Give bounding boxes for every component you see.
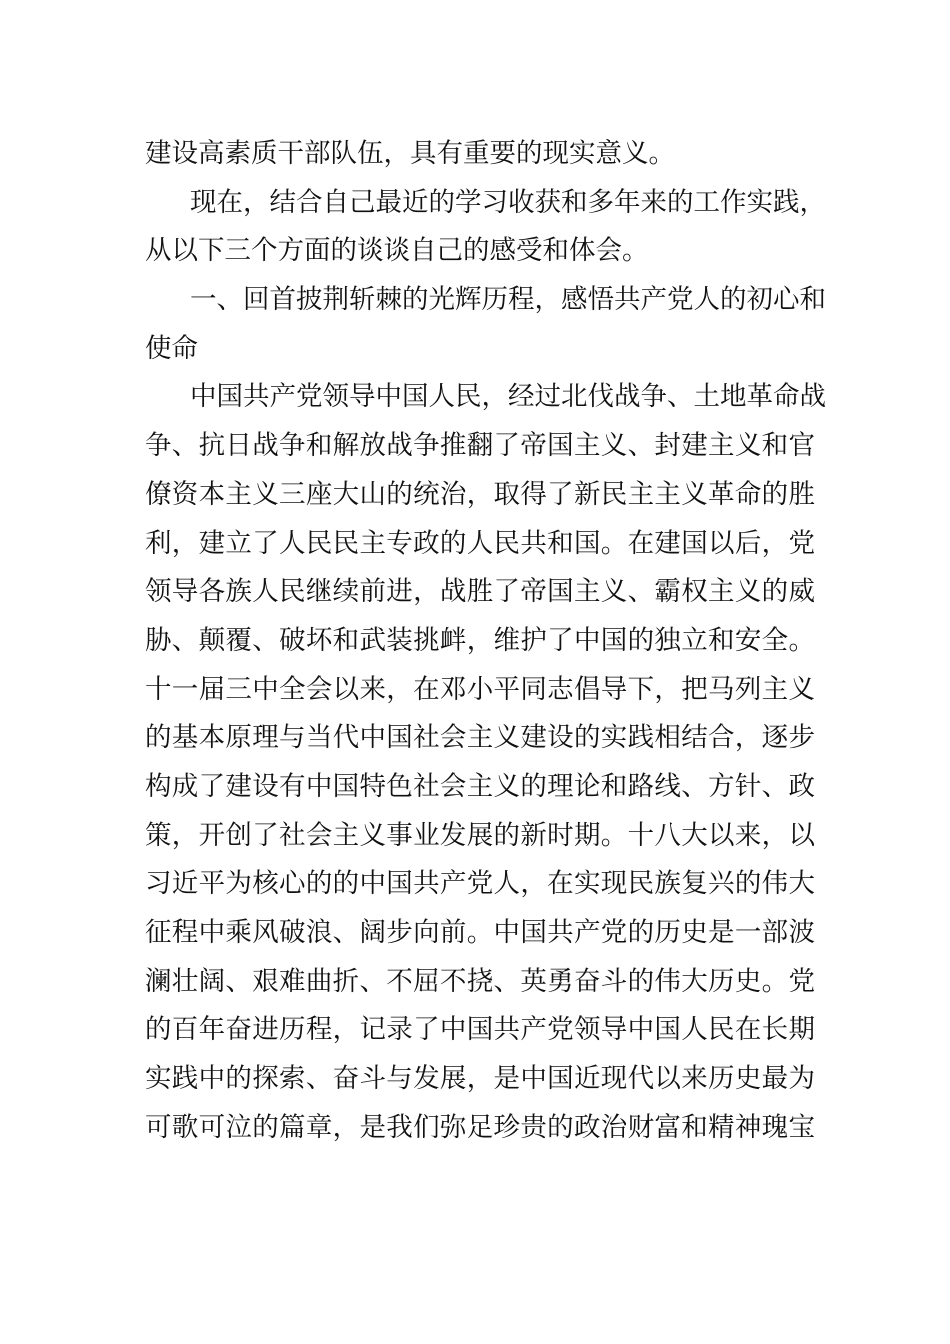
text-line: 建设高素质干部队伍，具有重要的现实意义。 bbox=[145, 138, 675, 169]
text-line: 的百年奋进历程，记录了中国共产党领导中国人民在长期 bbox=[145, 1014, 815, 1046]
text-line: 十一届三中全会以来，在邓小平同志倡导下，把马列主义 bbox=[145, 673, 815, 705]
document-body bbox=[145, 130, 826, 1152]
text-line: 实践中的探索、奋斗与发展，是中国近现代以来历史最为 bbox=[145, 1063, 815, 1095]
text-line: 的基本原理与当代中国社会主义建设的实践相结合，逐步 bbox=[145, 722, 815, 754]
text-line: 可歌可泣的篇章，是我们弥足珍贵的政治财富和精神瑰宝 bbox=[145, 1111, 815, 1143]
text-line: 澜壮阔、艰难曲折、不屈不挠、英勇奋斗的伟大历史。党 bbox=[145, 965, 815, 997]
text-line: 习近平为核心的的中国共产党人，在实现民族复兴的伟大 bbox=[145, 868, 815, 900]
section-heading-line: 一、回首披荆斩棘的光辉历程，感悟共产党人的初心和 bbox=[190, 284, 826, 316]
paragraph-start-line: 现在，结合自己最近的学习收获和多年来的工作实践， bbox=[190, 186, 826, 218]
text-line: 征程中乘风破浪、阔步向前。中国共产党的历史是一部波 bbox=[145, 917, 815, 948]
text-line: 从以下三个方面的谈谈自己的感受和体会。 bbox=[145, 235, 649, 267]
paragraph-start-line: 中国共产党领导中国人民，经过北伐战争、土地革命战 bbox=[190, 381, 826, 413]
section-heading-line: 使命 bbox=[145, 332, 198, 364]
text-line: 僚资本主义三座大山的统治，取得了新民主主义革命的胜 bbox=[145, 478, 815, 510]
text-line: 策，开创了社会主义事业发展的新时期。十八大以来，以 bbox=[145, 819, 815, 851]
text-line: 构成了建设有中国特色社会主义的理论和路线、方针、政 bbox=[145, 770, 815, 802]
text-line: 胁、颠覆、破坏和武装挑衅，维护了中国的独立和安全。 bbox=[145, 624, 815, 656]
text-line: 领导各族人民继续前进，战胜了帝国主义、霸权主义的威 bbox=[145, 576, 815, 608]
text-line: 争、抗日战争和解放战争推翻了帝国主义、封建主义和官 bbox=[145, 430, 815, 462]
text-line: 利，建立了人民民主专政的人民共和国。在建国以后，党 bbox=[145, 527, 815, 559]
